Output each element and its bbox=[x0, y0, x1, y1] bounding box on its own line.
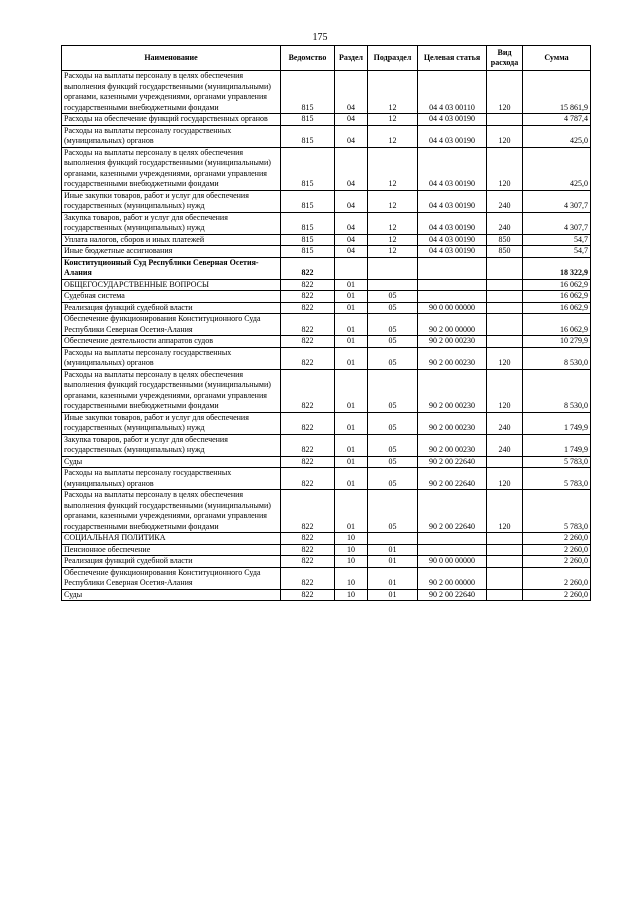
cell-podrazdel: 01 bbox=[368, 567, 418, 589]
cell-vid bbox=[487, 114, 523, 126]
cell-name: Обеспечение функционирования Конституционного Суда Республики Северная Осетия-Алания bbox=[62, 567, 281, 589]
cell-podrazdel: 12 bbox=[368, 114, 418, 126]
cell-name: Пенсионное обеспечение bbox=[62, 544, 281, 556]
cell-podrazdel: 05 bbox=[368, 302, 418, 314]
cell-vedomstvo: 815 bbox=[281, 190, 335, 212]
cell-podrazdel: 12 bbox=[368, 234, 418, 246]
cell-vedomstvo: 815 bbox=[281, 125, 335, 147]
table-row bbox=[62, 212, 591, 234]
cell-name: Расходы на выплаты персоналу государственных (муниципальных) органов bbox=[62, 468, 281, 490]
cell-target: 04 4 03 00110 bbox=[418, 71, 487, 114]
cell-vedomstvo: 822 bbox=[281, 468, 335, 490]
cell-vedomstvo: 822 bbox=[281, 279, 335, 291]
cell-summa: 16 062,9 bbox=[523, 291, 591, 303]
cell-vid: 120 bbox=[487, 347, 523, 369]
cell-vid: 120 bbox=[487, 369, 523, 412]
table-row bbox=[62, 279, 591, 291]
table-header bbox=[62, 46, 591, 71]
cell-summa: 15 861,9 bbox=[523, 71, 591, 114]
cell-podrazdel bbox=[368, 279, 418, 291]
table-row bbox=[62, 291, 591, 303]
cell-name: Расходы на выплаты персоналу в целях обеспечения выполнения функций государственными (муниципальными) органами, казенными учреждениями, органами управления государственными внебюджетными фондами bbox=[62, 147, 281, 190]
cell-name: Суды bbox=[62, 456, 281, 468]
cell-vid bbox=[487, 544, 523, 556]
cell-vedomstvo: 822 bbox=[281, 544, 335, 556]
cell-target: 04 4 03 00190 bbox=[418, 246, 487, 258]
cell-razdel: 10 bbox=[335, 533, 368, 545]
cell-vid bbox=[487, 533, 523, 545]
cell-razdel: 01 bbox=[335, 279, 368, 291]
cell-podrazdel: 05 bbox=[368, 456, 418, 468]
cell-target: 90 2 00 00230 bbox=[418, 347, 487, 369]
cell-target: 04 4 03 00190 bbox=[418, 212, 487, 234]
table-row bbox=[62, 302, 591, 314]
cell-razdel: 01 bbox=[335, 302, 368, 314]
cell-vedomstvo: 822 bbox=[281, 434, 335, 456]
cell-target: 90 2 00 00230 bbox=[418, 369, 487, 412]
cell-vid bbox=[487, 302, 523, 314]
cell-name: Суды bbox=[62, 589, 281, 601]
cell-name: Судебная система bbox=[62, 291, 281, 303]
cell-razdel: 04 bbox=[335, 71, 368, 114]
cell-summa: 4 787,4 bbox=[523, 114, 591, 126]
cell-vid: 120 bbox=[487, 125, 523, 147]
cell-podrazdel: 01 bbox=[368, 556, 418, 568]
cell-target bbox=[418, 291, 487, 303]
cell-target bbox=[418, 279, 487, 291]
cell-podrazdel: 05 bbox=[368, 291, 418, 303]
cell-razdel: 10 bbox=[335, 589, 368, 601]
table-row bbox=[62, 125, 591, 147]
cell-razdel: 10 bbox=[335, 556, 368, 568]
cell-razdel: 04 bbox=[335, 125, 368, 147]
cell-vedomstvo: 815 bbox=[281, 234, 335, 246]
cell-name: ОБЩЕГОСУДАРСТВЕННЫЕ ВОПРОСЫ bbox=[62, 279, 281, 291]
table-row bbox=[62, 314, 591, 336]
table-row bbox=[62, 147, 591, 190]
cell-summa: 16 062,9 bbox=[523, 302, 591, 314]
cell-target: 04 4 03 00190 bbox=[418, 114, 487, 126]
cell-vid: 120 bbox=[487, 468, 523, 490]
table-row bbox=[62, 434, 591, 456]
budget-table bbox=[61, 45, 591, 601]
table-row bbox=[62, 114, 591, 126]
cell-target: 90 0 00 00000 bbox=[418, 556, 487, 568]
cell-vedomstvo: 822 bbox=[281, 347, 335, 369]
cell-summa: 1 749,9 bbox=[523, 434, 591, 456]
cell-podrazdel: 05 bbox=[368, 347, 418, 369]
cell-vid: 240 bbox=[487, 190, 523, 212]
cell-razdel: 10 bbox=[335, 567, 368, 589]
cell-vid: 240 bbox=[487, 212, 523, 234]
cell-target: 90 2 00 22640 bbox=[418, 490, 487, 533]
cell-razdel: 04 bbox=[335, 190, 368, 212]
table-row bbox=[62, 369, 591, 412]
cell-target: 90 2 00 22640 bbox=[418, 468, 487, 490]
cell-razdel: 04 bbox=[335, 212, 368, 234]
cell-vedomstvo: 815 bbox=[281, 246, 335, 258]
cell-vid bbox=[487, 589, 523, 601]
cell-target bbox=[418, 544, 487, 556]
cell-name: Реализация функций судебной власти bbox=[62, 556, 281, 568]
cell-razdel: 01 bbox=[335, 336, 368, 348]
cell-razdel: 01 bbox=[335, 369, 368, 412]
cell-podrazdel: 12 bbox=[368, 147, 418, 190]
cell-summa: 425,0 bbox=[523, 125, 591, 147]
cell-vedomstvo: 822 bbox=[281, 369, 335, 412]
cell-name: Иные бюджетные ассигнования bbox=[62, 246, 281, 258]
table-row bbox=[62, 412, 591, 434]
table-row bbox=[62, 257, 591, 279]
cell-podrazdel: 05 bbox=[368, 314, 418, 336]
cell-summa: 16 062,9 bbox=[523, 314, 591, 336]
cell-summa: 4 307,7 bbox=[523, 190, 591, 212]
cell-summa: 2 260,0 bbox=[523, 589, 591, 601]
cell-vid bbox=[487, 567, 523, 589]
cell-vedomstvo: 815 bbox=[281, 212, 335, 234]
table-row bbox=[62, 246, 591, 258]
table-row bbox=[62, 533, 591, 545]
cell-podrazdel: 05 bbox=[368, 412, 418, 434]
cell-podrazdel: 05 bbox=[368, 369, 418, 412]
cell-podrazdel: 12 bbox=[368, 71, 418, 114]
cell-razdel: 01 bbox=[335, 434, 368, 456]
cell-summa: 5 783,0 bbox=[523, 468, 591, 490]
cell-vedomstvo: 822 bbox=[281, 314, 335, 336]
cell-razdel: 04 bbox=[335, 114, 368, 126]
table-row bbox=[62, 567, 591, 589]
cell-target: 04 4 03 00190 bbox=[418, 190, 487, 212]
cell-podrazdel: 01 bbox=[368, 589, 418, 601]
cell-name: Реализация функций судебной власти bbox=[62, 302, 281, 314]
cell-razdel: 01 bbox=[335, 468, 368, 490]
header-podrazdel: Подраздел bbox=[368, 46, 418, 71]
cell-vedomstvo: 822 bbox=[281, 336, 335, 348]
cell-name: Уплата налогов, сборов и иных платежей bbox=[62, 234, 281, 246]
cell-target: 90 2 00 00230 bbox=[418, 336, 487, 348]
cell-vedomstvo: 822 bbox=[281, 302, 335, 314]
cell-podrazdel: 05 bbox=[368, 336, 418, 348]
cell-podrazdel: 12 bbox=[368, 246, 418, 258]
cell-vedomstvo: 822 bbox=[281, 456, 335, 468]
cell-razdel: 01 bbox=[335, 490, 368, 533]
cell-razdel: 01 bbox=[335, 314, 368, 336]
cell-vedomstvo: 822 bbox=[281, 533, 335, 545]
cell-razdel: 04 bbox=[335, 246, 368, 258]
cell-vedomstvo: 822 bbox=[281, 291, 335, 303]
cell-podrazdel: 05 bbox=[368, 490, 418, 533]
cell-vid bbox=[487, 336, 523, 348]
cell-summa: 425,0 bbox=[523, 147, 591, 190]
cell-razdel: 01 bbox=[335, 456, 368, 468]
cell-vedomstvo: 815 bbox=[281, 147, 335, 190]
table-row bbox=[62, 336, 591, 348]
cell-name: СОЦИАЛЬНАЯ ПОЛИТИКА bbox=[62, 533, 281, 545]
header-name: Наименование bbox=[62, 46, 281, 71]
cell-podrazdel: 12 bbox=[368, 190, 418, 212]
cell-vid bbox=[487, 314, 523, 336]
cell-podrazdel: 05 bbox=[368, 468, 418, 490]
cell-vid: 240 bbox=[487, 434, 523, 456]
cell-summa: 2 260,0 bbox=[523, 533, 591, 545]
cell-summa: 18 322,9 bbox=[523, 257, 591, 279]
cell-razdel: 01 bbox=[335, 291, 368, 303]
cell-podrazdel: 12 bbox=[368, 125, 418, 147]
cell-vedomstvo: 822 bbox=[281, 589, 335, 601]
header-vid: Вид расхода bbox=[487, 46, 523, 71]
cell-vid: 850 bbox=[487, 246, 523, 258]
cell-summa: 2 260,0 bbox=[523, 567, 591, 589]
cell-vedomstvo: 815 bbox=[281, 114, 335, 126]
cell-target: 04 4 03 00190 bbox=[418, 234, 487, 246]
cell-vedomstvo: 822 bbox=[281, 490, 335, 533]
cell-vedomstvo: 822 bbox=[281, 412, 335, 434]
cell-target: 90 2 00 00230 bbox=[418, 412, 487, 434]
cell-target: 90 0 00 00000 bbox=[418, 302, 487, 314]
cell-razdel: 04 bbox=[335, 147, 368, 190]
table-row bbox=[62, 456, 591, 468]
cell-vid: 120 bbox=[487, 147, 523, 190]
cell-vid bbox=[487, 257, 523, 279]
cell-summa: 2 260,0 bbox=[523, 556, 591, 568]
cell-podrazdel: 12 bbox=[368, 212, 418, 234]
cell-summa: 16 062,9 bbox=[523, 279, 591, 291]
cell-summa: 1 749,9 bbox=[523, 412, 591, 434]
cell-name: Расходы на выплаты персоналу государственных (муниципальных) органов bbox=[62, 125, 281, 147]
table-row bbox=[62, 347, 591, 369]
cell-vid: 120 bbox=[487, 490, 523, 533]
cell-razdel bbox=[335, 257, 368, 279]
cell-razdel: 01 bbox=[335, 347, 368, 369]
cell-vedomstvo: 822 bbox=[281, 257, 335, 279]
table-row bbox=[62, 544, 591, 556]
cell-summa: 8 530,0 bbox=[523, 369, 591, 412]
table-row bbox=[62, 234, 591, 246]
cell-razdel: 01 bbox=[335, 412, 368, 434]
cell-summa: 54,7 bbox=[523, 234, 591, 246]
cell-summa: 4 307,7 bbox=[523, 212, 591, 234]
cell-vid bbox=[487, 279, 523, 291]
table-row bbox=[62, 589, 591, 601]
cell-summa: 5 783,0 bbox=[523, 456, 591, 468]
cell-podrazdel: 05 bbox=[368, 434, 418, 456]
table-row bbox=[62, 71, 591, 114]
cell-name: Расходы на выплаты персоналу в целях обеспечения выполнения функций государственными (муниципальными) органами, казенными учреждениями, органами управления государственными внебюджетными фондами bbox=[62, 71, 281, 114]
cell-target: 90 2 00 22640 bbox=[418, 456, 487, 468]
cell-razdel: 10 bbox=[335, 544, 368, 556]
cell-target bbox=[418, 533, 487, 545]
cell-target: 90 2 00 00000 bbox=[418, 567, 487, 589]
header-razdel: Раздел bbox=[335, 46, 368, 71]
cell-name: Расходы на выплаты персоналу в целях обеспечения выполнения функций государственными (муниципальными) органами, казенными учреждениями, органами управления государственными внебюджетными фондами bbox=[62, 490, 281, 533]
cell-podrazdel bbox=[368, 257, 418, 279]
cell-name: Расходы на выплаты персоналу государственных (муниципальных) органов bbox=[62, 347, 281, 369]
cell-name: Обеспечение функционирования Конституционного Суда Республики Северная Осетия-Алания bbox=[62, 314, 281, 336]
cell-summa: 5 783,0 bbox=[523, 490, 591, 533]
cell-name: Расходы на выплаты персоналу в целях обеспечения выполнения функций государственными (муниципальными) органами, казенными учреждениями, органами управления государственными внебюджетными фондами bbox=[62, 369, 281, 412]
table-row bbox=[62, 468, 591, 490]
cell-target: 90 2 00 22640 bbox=[418, 589, 487, 601]
cell-vid bbox=[487, 291, 523, 303]
header-summa: Сумма bbox=[523, 46, 591, 71]
cell-target: 90 2 00 00000 bbox=[418, 314, 487, 336]
cell-target: 04 4 03 00190 bbox=[418, 125, 487, 147]
header-vedomstvo: Ведомство bbox=[281, 46, 335, 71]
cell-podrazdel: 01 bbox=[368, 544, 418, 556]
cell-name: Закупка товаров, работ и услуг для обеспечения государственных (муниципальных) нужд bbox=[62, 434, 281, 456]
cell-summa: 8 530,0 bbox=[523, 347, 591, 369]
cell-vid bbox=[487, 456, 523, 468]
cell-name: Иные закупки товаров, работ и услуг для обеспечения государственных (муниципальных) нужд bbox=[62, 190, 281, 212]
cell-target: 04 4 03 00190 bbox=[418, 147, 487, 190]
header-target: Целевая статья bbox=[418, 46, 487, 71]
cell-vid: 240 bbox=[487, 412, 523, 434]
cell-target bbox=[418, 257, 487, 279]
table-row bbox=[62, 556, 591, 568]
cell-name: Обеспечение деятельности аппаратов судов bbox=[62, 336, 281, 348]
cell-vid bbox=[487, 556, 523, 568]
table-row bbox=[62, 190, 591, 212]
cell-summa: 10 279,9 bbox=[523, 336, 591, 348]
cell-razdel: 04 bbox=[335, 234, 368, 246]
cell-name: Иные закупки товаров, работ и услуг для обеспечения государственных (муниципальных) нужд bbox=[62, 412, 281, 434]
cell-name: Расходы на обеспечение функций государственных органов bbox=[62, 114, 281, 126]
cell-summa: 54,7 bbox=[523, 246, 591, 258]
cell-target: 90 2 00 00230 bbox=[418, 434, 487, 456]
cell-vedomstvo: 822 bbox=[281, 567, 335, 589]
cell-podrazdel bbox=[368, 533, 418, 545]
cell-vedomstvo: 815 bbox=[281, 71, 335, 114]
cell-summa: 2 260,0 bbox=[523, 544, 591, 556]
table-row bbox=[62, 490, 591, 533]
cell-name: Закупка товаров, работ и услуг для обеспечения государственных (муниципальных) нужд bbox=[62, 212, 281, 234]
cell-name: Конституционный Суд Республики Северная Осетия-Алания bbox=[62, 257, 281, 279]
cell-vedomstvo: 822 bbox=[281, 556, 335, 568]
cell-vid: 850 bbox=[487, 234, 523, 246]
cell-vid: 120 bbox=[487, 71, 523, 114]
page-number: 175 bbox=[312, 32, 328, 43]
table-body bbox=[62, 71, 591, 601]
